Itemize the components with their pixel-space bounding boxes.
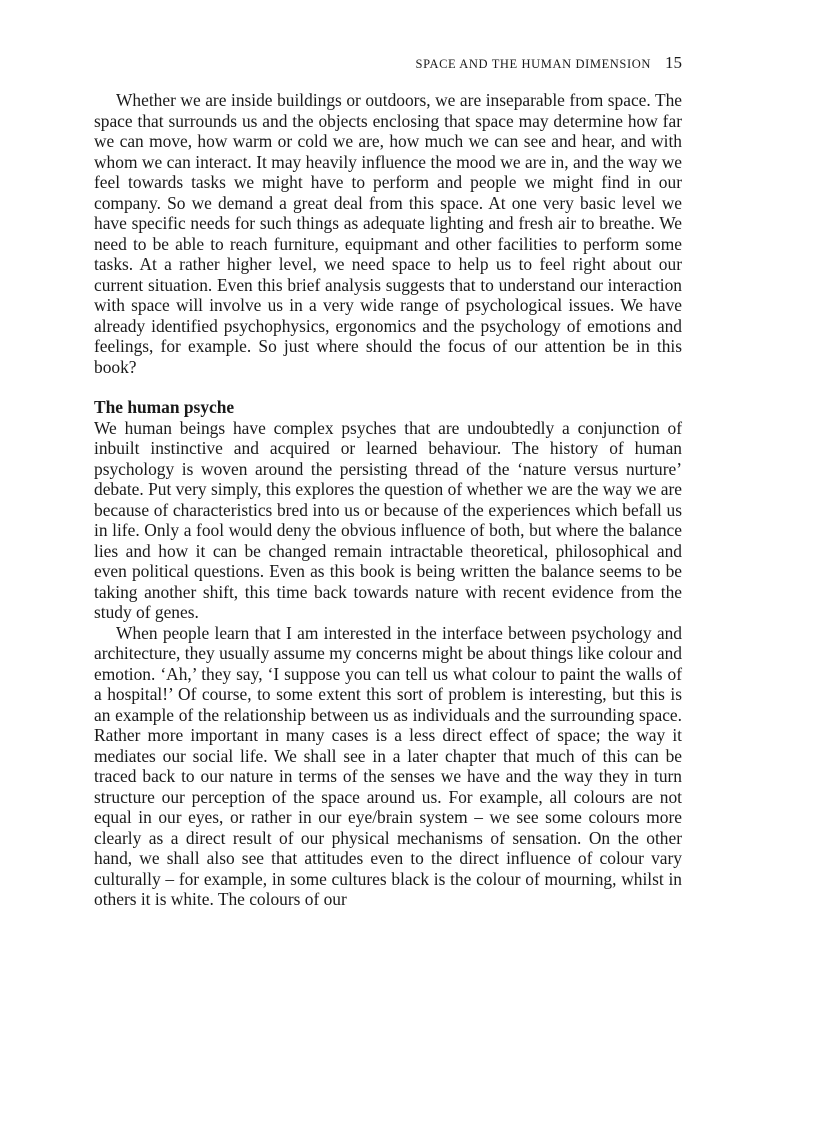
running-title: SPACE AND THE HUMAN DIMENSION [415, 57, 651, 71]
body-paragraph-1: Whether we are inside buildings or outdoors, we are inseparable from space. The space that surrounds us and the objects enclosing that space may determine how far we can move, how warm or cold we are, how much we can see and hear, and with whom we can interact. It may heavily influence the mood we are in, and the way we feel towards tasks we might have to perform and people we might find in our company. So we demand a great deal from this space. At one very basic level we have specific needs for such things as adequate lighting and fresh air to breathe. We need to be able to reach furniture, equipmant and other facilities to perform some tasks. At a rather higher level, we need space to help us to feel right about our current situation. Even this brief analysis suggests that to understand our interaction with space will involve us in a very wide range of psychological issues. We have already identified psychophysics, ergonomics and the psychology of emotions and feelings, for example. So just where should the focus of our attention be in this book? [94, 90, 682, 377]
page-number: 15 [665, 53, 682, 72]
book-page [94, 50, 682, 910]
running-head [94, 50, 682, 76]
body-paragraph-3: When people learn that I am interested in the interface between psychology and architecture, they usually assume my concerns might be about things like colour and emotion. ‘Ah,’ they say, ‘I suppose you can tell us what colour to paint the walls of a hospital!’ Of course, to some extent this sort of problem is interesting, but this is an example of the relationship between us as individuals and the surrounding space. Rather more important in many cases is a less direct effect of space; the way it mediates our social life. We shall see in a later chapter that much of this can be traced back to our nature in terms of the senses we have and the way they in turn structure our perception of the space around us. For example, all colours are not equal in our eyes, or rather in our eye/brain system – we see some colours more clearly as a direct result of our physical mechanisms of sensation. On the other hand, we shall also see that attitudes even to the direct influence of colour vary culturally – for example, in some cultures black is the colour of mourning, whilst in others it is white. The colours of our [94, 622, 682, 909]
body-paragraph-2: We human beings have complex psyches that are undoubtedly a conjunction of inbuilt instinctive and acquired or learned behaviour. The history of human psychology is woven around the persisting thread of the ‘nature versus nurture’ debate. Put very simply, this explores the question of whether we are the way we are because of characteristics bred into us or because of the experiences which befall us in life. Only a fool would deny the obvious influence of both, but where the balance lies and how it can be changed remain intractable theoretical, philosophical and even political questions. Even as this book is being written the balance seems to be taking another shift, this time back towards nature with recent evidence from the study of genes. [94, 417, 682, 622]
section-heading: The human psyche [94, 397, 235, 417]
